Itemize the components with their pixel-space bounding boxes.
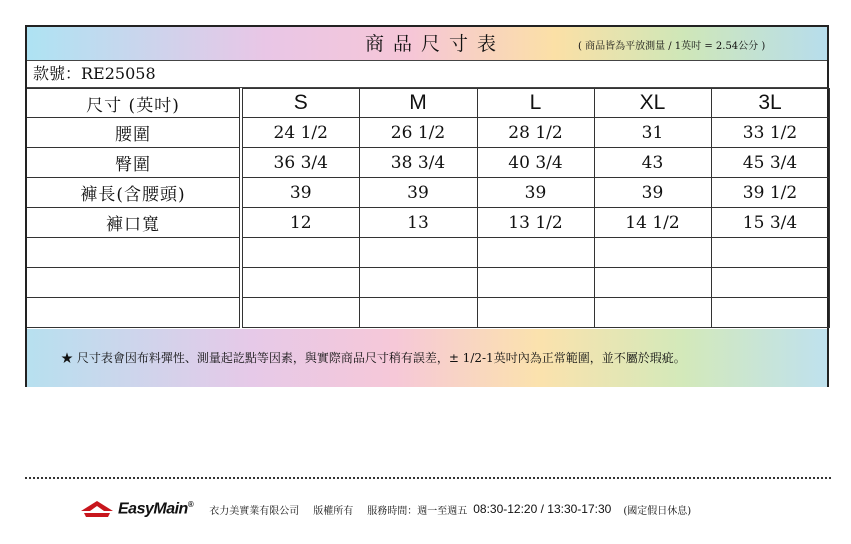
empty-cell (477, 298, 594, 328)
empty-cell (27, 268, 241, 298)
table-cell: 13 1/2 (477, 208, 594, 238)
table-row (27, 148, 829, 178)
size-header-label: 尺寸 (英吋) (27, 89, 241, 118)
empty-cell (241, 298, 359, 328)
service-hours-label: 服務時間：週一至週五 (367, 505, 468, 517)
size-chart (25, 25, 829, 387)
empty-cell (594, 268, 711, 298)
measurement-note: ( 商品皆為平放測量 / 1英吋 = 2.54公分 ) (578, 41, 766, 52)
rights-text: 版權所有 (313, 505, 354, 517)
footer (80, 499, 705, 519)
empty-cell (27, 298, 241, 328)
size-header-xl: XL (594, 89, 711, 118)
row-label: 腰圍 (27, 118, 241, 148)
divider (25, 477, 831, 479)
table-cell: 13 (359, 208, 477, 238)
empty-cell (711, 268, 829, 298)
table-cell: 43 (594, 148, 711, 178)
table-cell: 40 3/4 (477, 148, 594, 178)
table-cell: 28 1/2 (477, 118, 594, 148)
empty-row (27, 298, 829, 328)
size-table (27, 88, 830, 328)
mountain-logo-icon (80, 500, 114, 518)
empty-cell (477, 268, 594, 298)
table-header-row (27, 89, 829, 118)
table-cell: 15 3/4 (711, 208, 829, 238)
table-cell: 31 (594, 118, 711, 148)
empty-cell (27, 238, 241, 268)
table-row (27, 178, 829, 208)
row-label: 褲口寬 (27, 208, 241, 238)
chart-title: 商品尺寸表 (365, 33, 506, 55)
empty-cell (241, 238, 359, 268)
table-cell: 33 1/2 (711, 118, 829, 148)
table-cell: 45 3/4 (711, 148, 829, 178)
table-cell: 14 1/2 (594, 208, 711, 238)
table-row (27, 208, 829, 238)
empty-row (27, 268, 829, 298)
empty-cell (359, 238, 477, 268)
model-number: 款號：RE25058 (27, 61, 827, 88)
table-cell: 24 1/2 (241, 118, 359, 148)
company-name: 衣力美實業有限公司 (209, 505, 300, 517)
service-hours: 08:30-12:20 / 13:30-17:30 (473, 502, 612, 516)
empty-cell (359, 268, 477, 298)
empty-cell (359, 298, 477, 328)
table-cell: 39 (359, 178, 477, 208)
table-row (27, 118, 829, 148)
title-bar (27, 27, 827, 61)
brand-name: EasyMain® (118, 499, 194, 518)
table-cell: 26 1/2 (359, 118, 477, 148)
empty-cell (711, 298, 829, 328)
empty-cell (477, 238, 594, 268)
size-header-s: S (241, 89, 359, 118)
table-cell: 38 3/4 (359, 148, 477, 178)
row-label: 臀圍 (27, 148, 241, 178)
size-header-3l: 3L (711, 89, 829, 118)
empty-cell (241, 268, 359, 298)
table-cell: 39 1/2 (711, 178, 829, 208)
empty-cell (711, 238, 829, 268)
size-header-l: L (477, 89, 594, 118)
table-cell: 39 (241, 178, 359, 208)
empty-row (27, 238, 829, 268)
table-cell: 39 (477, 178, 594, 208)
empty-cell (594, 238, 711, 268)
table-cell: 36 3/4 (241, 148, 359, 178)
holiday-note: (國定假日休息) (623, 505, 692, 517)
table-cell: 12 (241, 208, 359, 238)
row-label: 褲長(含腰頭) (27, 178, 241, 208)
table-cell: 39 (594, 178, 711, 208)
disclaimer-note: ★ 尺寸表會因布料彈性、測量起訖點等因素，與實際商品尺寸稍有誤差，± 1/2-1英吋內為正常範圍，並不屬於瑕疵。 (27, 329, 827, 387)
size-header-m: M (359, 89, 477, 118)
empty-cell (594, 298, 711, 328)
